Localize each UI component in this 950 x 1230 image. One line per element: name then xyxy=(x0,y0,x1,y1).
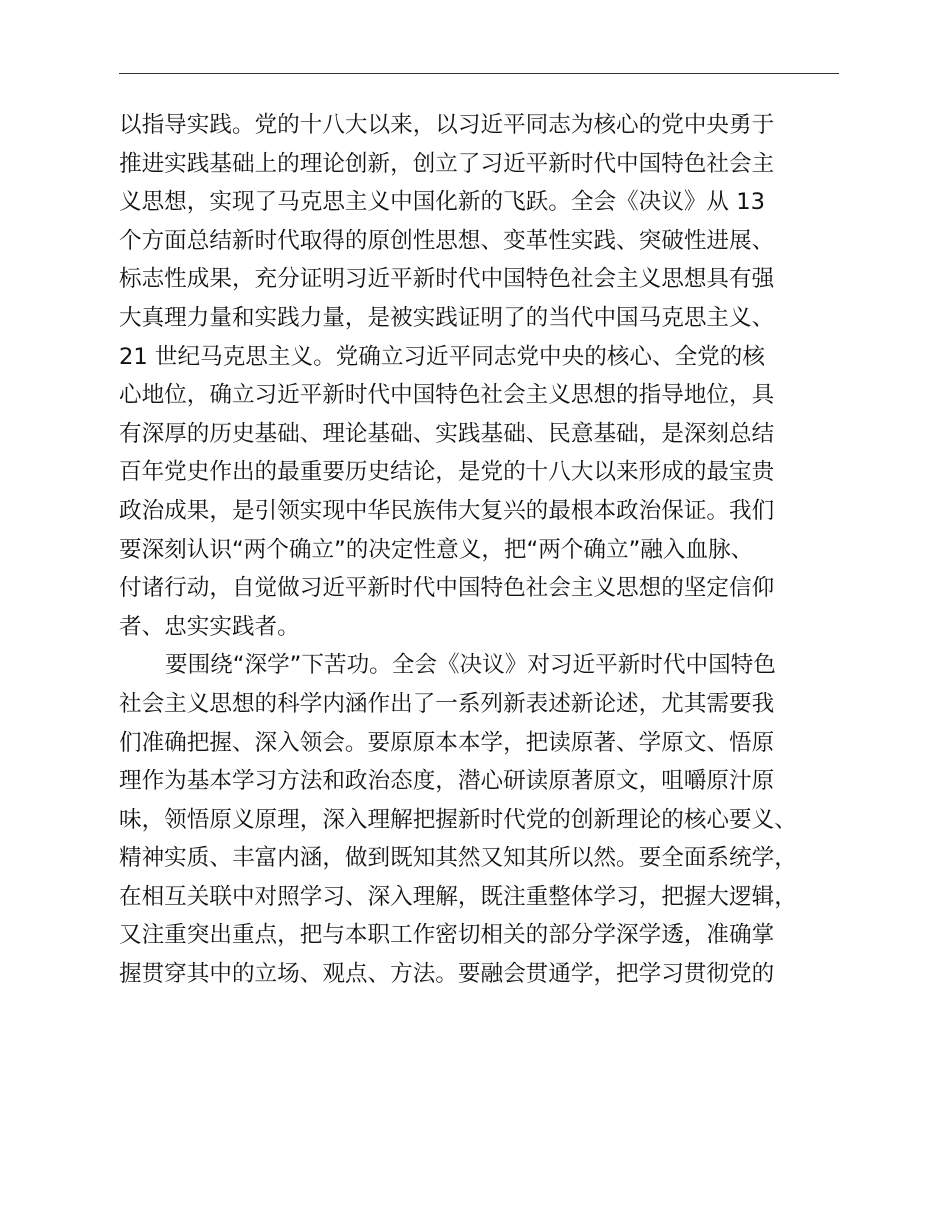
text-line: 社会主义思想的科学内涵作出了一系列新表述新论述，尤其需要我 xyxy=(119,690,775,717)
text-line: 21 世纪马克思主义。党确立习近平同志党中央的核心、全党的核 xyxy=(119,343,765,370)
text-line: 义思想，实现了马克思主义中国化新的飞跃。全会《决议》从 13 xyxy=(119,189,765,216)
text-line: 以指导实践。党的十八大以来，以习近平同志为核心的党中央勇于 xyxy=(119,112,775,138)
text-line: 味，领悟原义原理，深入理解把握新时代党的创新理论的核心要义、 xyxy=(119,806,797,833)
text-line: 心地位，确立习近平新时代中国特色社会主义思想的指导地位，具 xyxy=(119,382,775,409)
text-line: 精神实质、丰富内涵，做到既知其然又知其所以然。要全面系统学， xyxy=(119,845,797,872)
text-line: 百年党史作出的最重要历史结论，是党的十八大以来形成的最宝贵 xyxy=(119,459,775,486)
paragraph-2 xyxy=(119,646,859,993)
text-line: 大真理力量和实践力量，是被实践证明了的当代中国马克思主义、 xyxy=(119,304,775,331)
text-line: 政治成果，是引领实现中华民族伟大复兴的最根本政治保证。我们 xyxy=(119,497,775,524)
text-line: 付诸行动，自觉做习近平新时代中国特色社会主义思想的坚定信仰 xyxy=(119,575,775,602)
text-line: 们准确把握、深入领会。要原原本本学，把读原著、学原文、悟原 xyxy=(119,729,775,756)
text-line: 理作为基本学习方法和政治态度，潜心研读原著原文，咀嚼原汁原 xyxy=(119,768,775,795)
text-line: 者、忠实实践者。 xyxy=(119,613,300,640)
header-rule xyxy=(119,73,839,74)
text-line: 握贯穿其中的立场、观点、方法。要融会贯通学，把学习贯彻党的 xyxy=(119,961,775,988)
text-line: 要深刻认识“两个确立”的决定性意义，把“两个确立”融入血脉、 xyxy=(119,536,754,563)
paragraph-1 xyxy=(119,106,859,646)
text-line: 要围绕“深学”下苦功。全会《决议》对习近平新时代中国特色 xyxy=(165,652,776,679)
text-line: 又注重突出重点，把与本职工作密切相关的部分学深学透，准确掌 xyxy=(119,922,775,949)
text-line: 个方面总结新时代取得的原创性思想、变革性实践、突破性进展、 xyxy=(119,227,775,254)
text-line: 有深厚的历史基础、理论基础、实践基础、民意基础，是深刻总结 xyxy=(119,420,775,447)
body-text xyxy=(119,106,859,994)
text-line: 在相互关联中对照学习、深入理解，既注重整体学习，把握大逻辑， xyxy=(119,883,797,910)
text-line: 推进实践基础上的理论创新，创立了习近平新时代中国特色社会主 xyxy=(119,150,775,177)
text-line: 标志性成果，充分证明习近平新时代中国特色社会主义思想具有强 xyxy=(119,266,775,293)
